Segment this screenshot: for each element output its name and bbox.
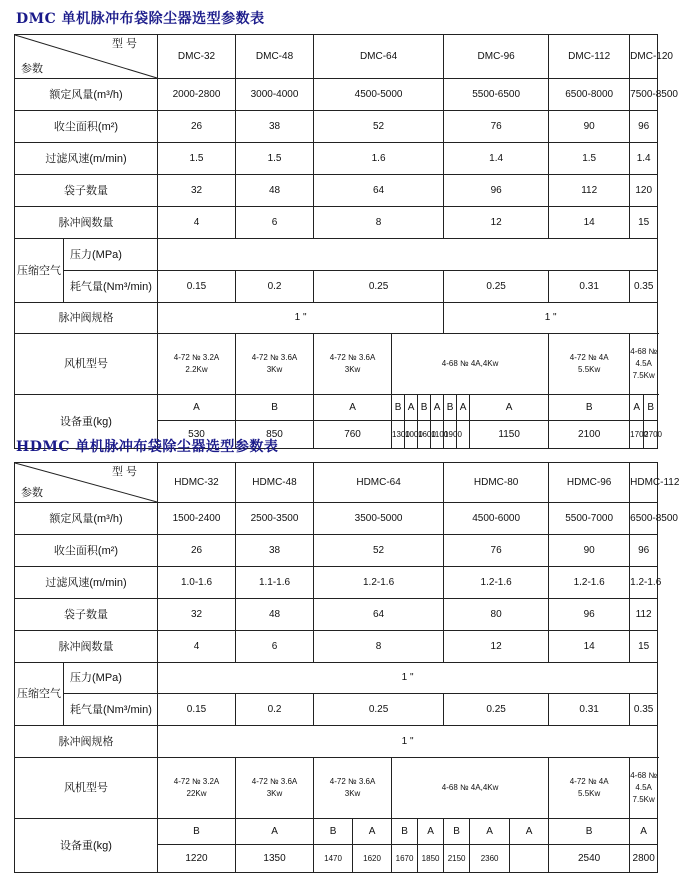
row-label: 脉冲阀数量 xyxy=(15,631,158,663)
fan-model-cell: 4-68 № 4.5A 7.5Kw xyxy=(630,758,658,819)
table-cell: 3000-4000 xyxy=(236,79,314,111)
table-cell: 76 xyxy=(444,535,549,567)
table-cell: 96 xyxy=(444,175,549,207)
weight-cell: 1900 xyxy=(444,421,457,449)
type-cell: A xyxy=(418,819,444,845)
weight-cell xyxy=(510,845,549,873)
table-cell: 1 " xyxy=(444,303,658,334)
table-cell: 4500-6000 xyxy=(444,503,549,535)
table-cell: 1.2-1.6 xyxy=(549,567,630,599)
table-cell: 64 xyxy=(314,599,444,631)
table-cell: 0.15 xyxy=(158,694,236,726)
table-cell: 1.5 xyxy=(158,143,236,175)
weight-cell: 1220 xyxy=(158,845,236,873)
type-cell: A xyxy=(431,395,444,421)
table-cell: 1.4 xyxy=(630,143,658,175)
table-cell: 1 " xyxy=(158,663,658,694)
table-cell: 0.31 xyxy=(549,694,630,726)
type-cell: A xyxy=(353,819,392,845)
row-label: 袋子数量 xyxy=(15,175,158,207)
model-header: HDMC-48 xyxy=(236,463,314,503)
table-cell: 2500-3500 xyxy=(236,503,314,535)
table-cell: 96 xyxy=(630,535,658,567)
model-header: DMC-64 xyxy=(314,35,444,79)
table-cell: 48 xyxy=(236,599,314,631)
row-label: 袋子数量 xyxy=(15,599,158,631)
table-cell: 76 xyxy=(444,111,549,143)
table-cell: 1 " xyxy=(158,726,658,758)
fan-model-cell: 4-68 № 4A,4Kw xyxy=(392,758,549,819)
row-label: 收尘面积(m²) xyxy=(15,111,158,143)
dmc-spec-table xyxy=(14,34,678,449)
table-cell: 1.2-1.6 xyxy=(444,567,549,599)
table-cell: 52 xyxy=(314,535,444,567)
type-cell: B xyxy=(418,395,431,421)
table-cell: 0.2 xyxy=(236,271,314,303)
table-cell: 0.25 xyxy=(314,271,444,303)
table-cell: 14 xyxy=(549,207,630,239)
table-cell: 64 xyxy=(314,175,444,207)
weight-cell: 1000 xyxy=(405,421,418,449)
table-cell: 52 xyxy=(314,111,444,143)
weight-cell: 2100 xyxy=(549,421,630,449)
table-cell: 112 xyxy=(630,599,658,631)
table-cell: 8 xyxy=(314,207,444,239)
table-cell: 26 xyxy=(158,111,236,143)
type-cell: B xyxy=(392,395,405,421)
row-label: 风机型号 xyxy=(15,334,158,395)
table-cell: 0.25 xyxy=(444,694,549,726)
table-cell: 90 xyxy=(549,535,630,567)
table-cell: 32 xyxy=(158,175,236,207)
table-cell: 120 xyxy=(630,175,658,207)
table-cell: 6 xyxy=(236,631,314,663)
table-cell: 38 xyxy=(236,111,314,143)
corner-param-label: 参数 xyxy=(21,63,43,75)
fan-model-cell: 4-72 № 4A 5.5Kw xyxy=(549,334,630,395)
dmc-corner-header xyxy=(15,35,158,79)
type-cell: B xyxy=(314,819,353,845)
model-header: HDMC-32 xyxy=(158,463,236,503)
fan-model-cell: 4-72 № 3.6A 3Kw xyxy=(314,334,392,395)
type-cell: A xyxy=(236,819,314,845)
weight-cell: 1620 xyxy=(353,845,392,873)
row-label: 耗气量(Nm³/min) xyxy=(64,271,158,303)
row-label: 过滤风速(m/min) xyxy=(15,567,158,599)
weight-cell: 1600 xyxy=(418,421,431,449)
type-cell: A xyxy=(630,395,644,421)
type-cell: A xyxy=(510,819,549,845)
weight-cell: 2360 xyxy=(470,845,510,873)
fan-model-cell: 4-72 № 4A 5.5Kw xyxy=(549,758,630,819)
table-cell: 14 xyxy=(549,631,630,663)
table-cell: 7500-8500 xyxy=(630,79,658,111)
weight-cell: 2800 xyxy=(630,845,658,873)
table-cell: 0.31 xyxy=(549,271,630,303)
row-label: 过滤风速(m/min) xyxy=(15,143,158,175)
table-cell: 1.2-1.6 xyxy=(314,567,444,599)
row-label: 额定风量(m³/h) xyxy=(15,79,158,111)
table-cell: 26 xyxy=(158,535,236,567)
table-cell: 5500-7000 xyxy=(549,503,630,535)
row-label: 收尘面积(m²) xyxy=(15,535,158,567)
table-cell: 2000-2800 xyxy=(158,79,236,111)
table-cell: 96 xyxy=(549,599,630,631)
fan-model-cell: 4-72 № 3.2A 2.2Kw xyxy=(158,334,236,395)
weight-cell: 1350 xyxy=(236,845,314,873)
table-cell: 1.5 xyxy=(549,143,630,175)
row-label: 脉冲阀数量 xyxy=(15,207,158,239)
table-cell: 0.2 xyxy=(236,694,314,726)
table-cell: 112 xyxy=(549,175,630,207)
table-cell: 48 xyxy=(236,175,314,207)
type-cell: B xyxy=(444,819,470,845)
model-header: DMC-32 xyxy=(158,35,236,79)
table-cell: 1.2-1.6 xyxy=(630,567,658,599)
model-header: HDMC-80 xyxy=(444,463,549,503)
corner-param-label: 参数 xyxy=(21,487,43,499)
dmc-title: DMC 单机脉冲布袋除尘器选型参数表 xyxy=(16,11,265,27)
table-cell: 1.4 xyxy=(444,143,549,175)
row-label: 压缩空气 xyxy=(15,663,64,726)
type-cell: B xyxy=(392,819,418,845)
row-label: 风机型号 xyxy=(15,758,158,819)
table-cell: 6 xyxy=(236,207,314,239)
table-cell: 15 xyxy=(630,631,658,663)
type-cell: A xyxy=(405,395,418,421)
weight-cell: 850 xyxy=(236,421,314,449)
type-cell: B xyxy=(158,819,236,845)
type-cell: A xyxy=(314,395,392,421)
table-cell: 6500-8500 xyxy=(630,503,658,535)
table-cell: 0.15 xyxy=(158,271,236,303)
table-cell: 4 xyxy=(158,631,236,663)
fan-model-cell: 4-68 № 4.5A 7.5Kw xyxy=(630,334,658,395)
table-cell: 0.35 xyxy=(630,271,658,303)
table-cell: 3500-5000 xyxy=(314,503,444,535)
row-label: 设备重(kg) xyxy=(15,395,158,449)
weight-cell: 1670 xyxy=(392,845,418,873)
table-cell: 0.25 xyxy=(444,271,549,303)
model-header: DMC-48 xyxy=(236,35,314,79)
type-cell: A xyxy=(470,395,549,421)
weight-cell: 1100 xyxy=(431,421,444,449)
table-cell: 12 xyxy=(444,631,549,663)
table-cell: 80 xyxy=(444,599,549,631)
table-cell: 1500-2400 xyxy=(158,503,236,535)
fan-model-cell: 4-68 № 4A,4Kw xyxy=(392,334,549,395)
model-header: HDMC-96 xyxy=(549,463,630,503)
table-cell: 1.1-1.6 xyxy=(236,567,314,599)
model-header: DMC-96 xyxy=(444,35,549,79)
table-cell: 15 xyxy=(630,207,658,239)
weight-cell: 2540 xyxy=(549,845,630,873)
table-cell: 90 xyxy=(549,111,630,143)
type-cell: B xyxy=(549,819,630,845)
table-cell: 8 xyxy=(314,631,444,663)
table-cell: 1 " xyxy=(158,303,444,334)
hdmc-spec-table xyxy=(14,462,679,873)
fan-model-cell: 4-72 № 3.2A 22Kw xyxy=(158,758,236,819)
weight-cell: 1850 xyxy=(418,845,444,873)
table-cell: 5500-6500 xyxy=(444,79,549,111)
table-cell: 32 xyxy=(158,599,236,631)
type-cell: A xyxy=(457,395,470,421)
type-cell: B xyxy=(644,395,658,421)
row-label: 压力(MPa) xyxy=(64,663,158,694)
type-cell: B xyxy=(236,395,314,421)
row-label: 压缩空气 xyxy=(15,239,64,303)
row-label: 耗气量(Nm³/min) xyxy=(64,694,158,726)
fan-model-cell: 4-72 № 3.6A 3Kw xyxy=(236,334,314,395)
model-header: HDMC-112 xyxy=(630,463,658,503)
table-cell: 38 xyxy=(236,535,314,567)
model-header: HDMC-64 xyxy=(314,463,444,503)
weight-cell: 1700 xyxy=(630,421,644,449)
weight-cell: 2700 xyxy=(644,421,658,449)
type-cell: B xyxy=(444,395,457,421)
weight-cell: 2150 xyxy=(444,845,470,873)
table-cell: 4500-5000 xyxy=(314,79,444,111)
table-cell: 1.6 xyxy=(314,143,444,175)
model-header: DMC-112 xyxy=(549,35,630,79)
weight-cell: 1470 xyxy=(314,845,353,873)
corner-model-label: 型 号 xyxy=(111,466,137,478)
hdmc-title: HDMC 单机脉冲布袋除尘器选型参数表 xyxy=(16,439,279,455)
fan-model-cell: 4-72 № 3.6A 3Kw xyxy=(236,758,314,819)
row-label: 压力(MPa) xyxy=(64,239,158,271)
row-label: 设备重(kg) xyxy=(15,819,158,873)
table-cell: 0.25 xyxy=(314,694,444,726)
hdmc-corner-header xyxy=(15,463,158,503)
row-label: 脉冲阀规格 xyxy=(15,726,158,758)
table-cell: 12 xyxy=(444,207,549,239)
type-cell: B xyxy=(549,395,630,421)
table-cell: 1.0-1.6 xyxy=(158,567,236,599)
type-cell: A xyxy=(470,819,510,845)
weight-cell: 530 xyxy=(158,421,236,449)
corner-model-label: 型 号 xyxy=(111,38,137,50)
row-label: 脉冲阀规格 xyxy=(15,303,158,334)
fan-model-cell: 4-72 № 3.6A 3Kw xyxy=(314,758,392,819)
type-cell: A xyxy=(630,819,658,845)
table-cell: 4 xyxy=(158,207,236,239)
table-cell: 0.35 xyxy=(630,694,658,726)
model-header: DMC-120 xyxy=(630,35,658,79)
type-cell: A xyxy=(158,395,236,421)
table-cell xyxy=(158,239,658,271)
table-cell: 6500-8000 xyxy=(549,79,630,111)
table-cell: 96 xyxy=(630,111,658,143)
row-label: 额定风量(m³/h) xyxy=(15,503,158,535)
weight-cell: 1150 xyxy=(470,421,549,449)
weight-cell: 760 xyxy=(314,421,392,449)
table-cell: 1.5 xyxy=(236,143,314,175)
weight-cell: 1300 xyxy=(392,421,405,449)
